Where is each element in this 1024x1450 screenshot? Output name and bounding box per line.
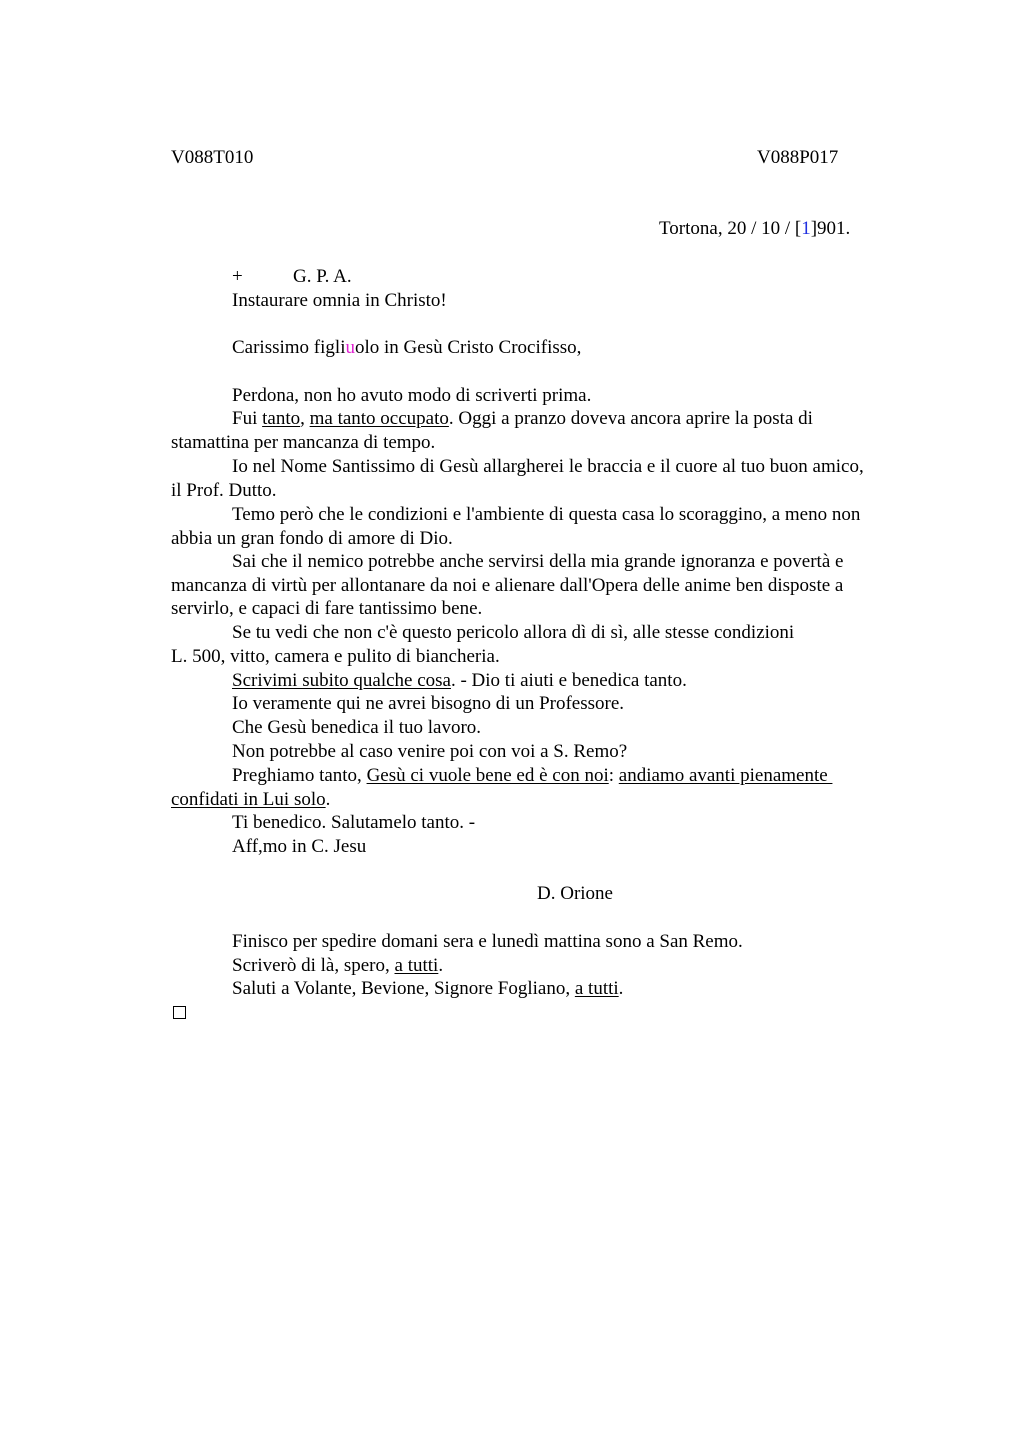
- paragraph-11-line-2: confidati in Lui solo.: [171, 789, 331, 810]
- paragraph-6-line-2: L. 500, vitto, camera e pulito di biancheria.: [171, 646, 500, 667]
- underlined-text: a tutti: [394, 955, 439, 976]
- paragraph-5-line-3: servirlo, e capaci di fare tantissimo bene.: [171, 598, 483, 619]
- paragraph-2-line-2: stamattina per mancanza di tempo.: [171, 432, 436, 453]
- postscript-3: Saluti a Volante, Bevione, Signore Fogliano, a tutti.: [232, 978, 624, 999]
- dateline-suffix: ]901.: [810, 218, 851, 239]
- paragraph-3-line-1: Io nel Nome Santissimo di Gesù allargherei le braccia e il cuore al tuo buon amico,: [232, 456, 864, 477]
- underlined-text: andiamo avanti pienamente: [618, 765, 833, 786]
- salutation: Carissimo figliuolo in Gesù Cristo Crocifisso,: [232, 337, 582, 358]
- paragraph-4-line-1: Temo però che le condizioni e l'ambiente di questa casa lo scoraggino, a meno non: [232, 504, 861, 525]
- dateline: [659, 217, 850, 241]
- signature: D. Orione: [537, 883, 613, 904]
- paragraph-5-line-2: mancanza di virtù per allontanare da noi e alienare dall'Opera delle anime ben disposte a: [171, 575, 844, 596]
- paragraph-6-line-1: Se tu vedi che non c'è questo pericolo allora dì di sì, alle stesse condizioni: [232, 622, 795, 643]
- cross-symbol: +: [232, 266, 243, 287]
- underlined-text: Gesù ci vuole bene ed è con noi: [366, 765, 609, 786]
- end-marker-box: [173, 1006, 186, 1019]
- underlined-text: confidati in Lui solo: [171, 789, 326, 810]
- paragraph-11-line-1: Preghiamo tanto, Gesù ci vuole bene ed è con noi: andiamo avanti pienamente: [232, 765, 833, 786]
- highlighted-letter: u: [345, 337, 355, 358]
- paragraph-3-line-2: il Prof. Dutto.: [171, 480, 277, 501]
- document-code-left: V088T010: [171, 147, 254, 168]
- postscript-2: Scriverò di là, spero, a tutti.: [232, 955, 444, 976]
- paragraph-4-line-2: abbia un gran fondo di amore di Dio.: [171, 528, 453, 549]
- paragraph-8: Io veramente qui ne avrei bisogno di un Professore.: [232, 693, 625, 714]
- paragraph-2-line-1: Fui tanto, ma tanto occupato. Oggi a pranzo doveva ancora aprire la posta di: [232, 408, 813, 429]
- document-code-right: V088P017: [757, 147, 839, 168]
- paragraph-7: Scrivimi subito qualche cosa. - Dio ti aiuti e benedica tanto.: [232, 670, 687, 691]
- paragraph-9: Che Gesù benedica il tuo lavoro.: [232, 717, 482, 738]
- underlined-text: a tutti: [574, 978, 619, 999]
- dateline-prefix: Tortona, 20 / 10 / [: [659, 218, 802, 239]
- paragraph-1: Perdona, non ho avuto modo di scriverti prima.: [232, 385, 592, 406]
- underlined-text: ma tanto occupato: [309, 408, 449, 429]
- underlined-text: Scrivimi subito qualche cosa: [232, 670, 451, 691]
- motto: Instaurare omnia in Christo!: [232, 290, 447, 311]
- underlined-text: tanto: [262, 408, 301, 429]
- gpa-heading: G. P. A.: [293, 266, 352, 287]
- closing: Aff,mo in C. Jesu: [232, 836, 367, 857]
- paragraph-10: Non potrebbe al caso venire poi con voi a S. Remo?: [232, 741, 628, 762]
- paragraph-5-line-1: Sai che il nemico potrebbe anche servirsi della mia grande ignoranza e povertà e: [232, 551, 844, 572]
- postscript-1: Finisco per spedire domani sera e lunedì mattina sono a San Remo.: [232, 931, 743, 952]
- paragraph-12: Ti benedico. Salutamelo tanto. -: [232, 812, 476, 833]
- dateline-editorial-digit: 1: [801, 218, 811, 239]
